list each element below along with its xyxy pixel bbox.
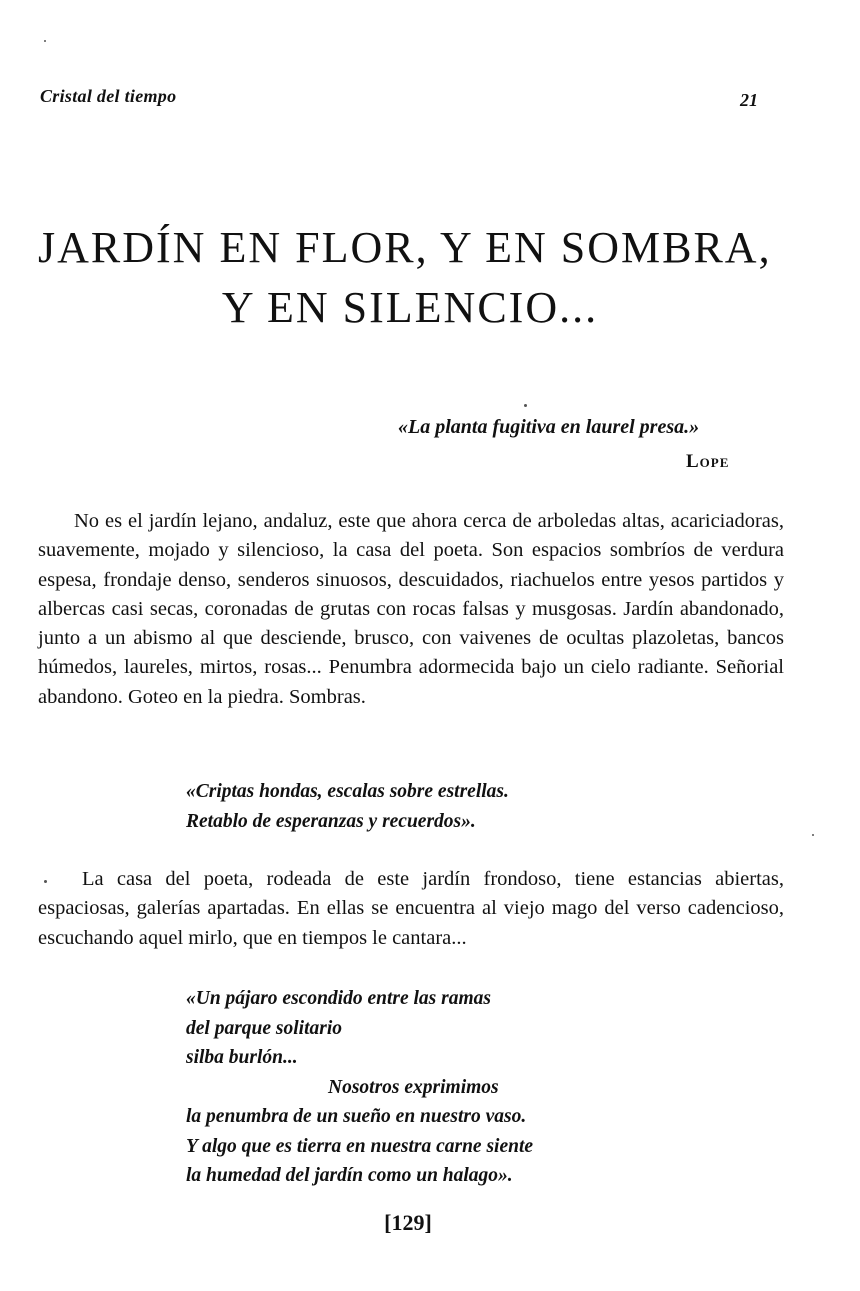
verse-line: silba burlón... [186, 1047, 298, 1068]
paragraph-2: La casa del poeta, rodeada de este jardín frondoso, tiene estancias abiertas, espaciosas, galerías apartadas. En ellas se encuentra al viejo mago del verso cadencioso, escuchando aquel mirlo, que en tiempos le cantara... [38, 868, 784, 949]
verse-line: Y algo que es tierra en nuestra carne siente [186, 1135, 534, 1157]
chapter-title-line-1: JARDÍN EN FLOR, Y EN SOMBRA, [38, 223, 772, 272]
verse-line: Nosotros exprimimos [328, 1076, 499, 1098]
verse-line: «Un pájaro escondido entre las ramas [186, 988, 491, 1009]
chapter-title-line-2: Y EN SILENCIO... [221, 283, 599, 332]
verse-line: del parque solitario [186, 1017, 343, 1039]
print-speck [812, 834, 814, 836]
verse-line: la penumbra de un sueño en nuestro vaso. [186, 1106, 527, 1127]
print-speck [524, 404, 527, 407]
folio-number: [129] [384, 1210, 432, 1235]
verse-quote-1 [186, 777, 509, 836]
verse-line: Retablo de esperanzas y recuerdos». [186, 810, 476, 832]
verse-line: «Criptas hondas, escalas sobre estrellas. [186, 781, 509, 802]
print-speck [44, 880, 47, 883]
epigraph-author: Lope [686, 451, 730, 472]
page-number: 21 [740, 90, 758, 110]
running-title: Cristal del tiempo [40, 86, 177, 106]
verse-quote-2 [186, 984, 533, 1191]
print-speck [44, 40, 46, 42]
verse-line: la humedad del jardín como un halago». [186, 1165, 513, 1186]
paragraph-1: No es el jardín lejano, andaluz, este que ahora cerca de arboledas altas, acariciadoras, suavemente, mojado y silencioso, la casa del poeta. Son espacios sombríos de verdura espesa, frondaje denso, senderos sinuosos, descuidados, riachuelos entre yesos partidos y albercas casi secas, coronadas de grutas con rocas falsas y musgosas. Jardín abandonado, junto a un abismo al que desciende, brusco, con vaivenes de ocultas plazoletas, bancos húmedos, laureles, mirtos, rosas... Penumbra adormecida bajo un cielo radiante. Señorial abandono. Goteo en la piedra. Sombras. [38, 510, 784, 708]
epigraph-quote: «La planta fugitiva en laurel presa.» [398, 416, 700, 438]
